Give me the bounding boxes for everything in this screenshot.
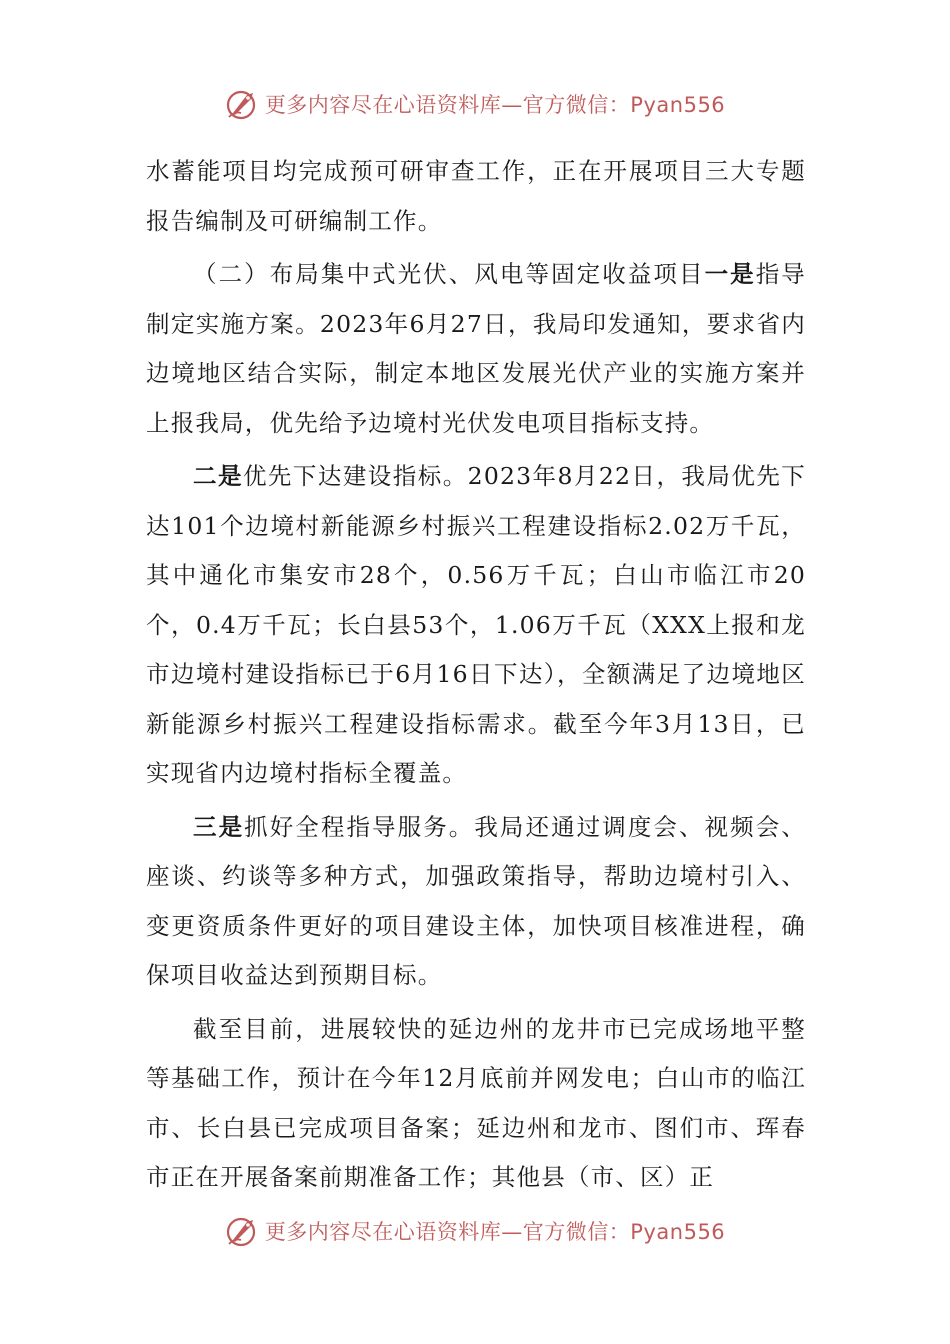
paragraph-point-three	[146, 803, 806, 1001]
point-two-text: 优先下达建设指标。2023年8月22日，我局优先下达101个边境村新能源乡村振兴工程建设指标2.02万千瓦，其中通化市集安市28个，0.56万千瓦；白山市临江市20个，0.4万千瓦；长白县53个，1.06万千瓦（XXX上报和龙市边境村建设指标已于6月16日下达），全额满足了边境地区新能源乡村振兴工程建设指标需求。截至今年3月13日，已实现省内边境村指标全覆盖。	[146, 462, 806, 787]
point-three-label: 三是	[193, 812, 245, 841]
header-banner	[0, 84, 950, 124]
paragraph-continued: 水蓄能项目均完成预可研审查工作，正在开展项目三大专题报告编制及可研编制工作。	[146, 157, 806, 235]
footer-banner-text: 更多内容尽在心语资料库—官方微信：Pyan556	[264, 1220, 726, 1244]
pen-nib-logo-icon	[225, 1214, 259, 1248]
point-one-label: 一是	[704, 260, 756, 288]
point-two-label: 二是	[193, 462, 243, 490]
point-three-text: 抓好全程指导服务。我局还通过调度会、视频会、座谈、约谈等多种方式，加强政策指导，帮助边境村引入、变更资质条件更好的项目建设主体，加快项目核准进程，确保项目收益达到预期目标。	[146, 812, 806, 989]
footer-banner	[0, 1211, 950, 1251]
document-body	[146, 147, 806, 1203]
pen-nib-logo-icon	[225, 87, 259, 121]
point-one-text: 指导制定实施方案。2023年6月27日，我局印发通知，要求省内边境地区结合实际，制定本地区发展光伏产业的实施方案并上报我局，优先给予边境村光伏发电项目指标支持。	[146, 260, 806, 437]
paragraph-section-two	[146, 250, 806, 448]
paragraph-point-two	[146, 452, 806, 799]
header-banner-text: 更多内容尽在心语资料库—官方微信：Pyan556	[264, 93, 726, 117]
paragraph-progress: 截至目前，进展较快的延边州的龙井市已完成场地平整等基础工作，预计在今年12月底前并网发电；白山市的临江市、长白县已完成项目备案；延边州和龙市、图们市、珲春市正在开展备案前期准备工作；其他县（市、区）正	[146, 1014, 806, 1191]
section-two-heading: （二）布局集中式光伏、风电等固定收益项目	[193, 260, 705, 288]
